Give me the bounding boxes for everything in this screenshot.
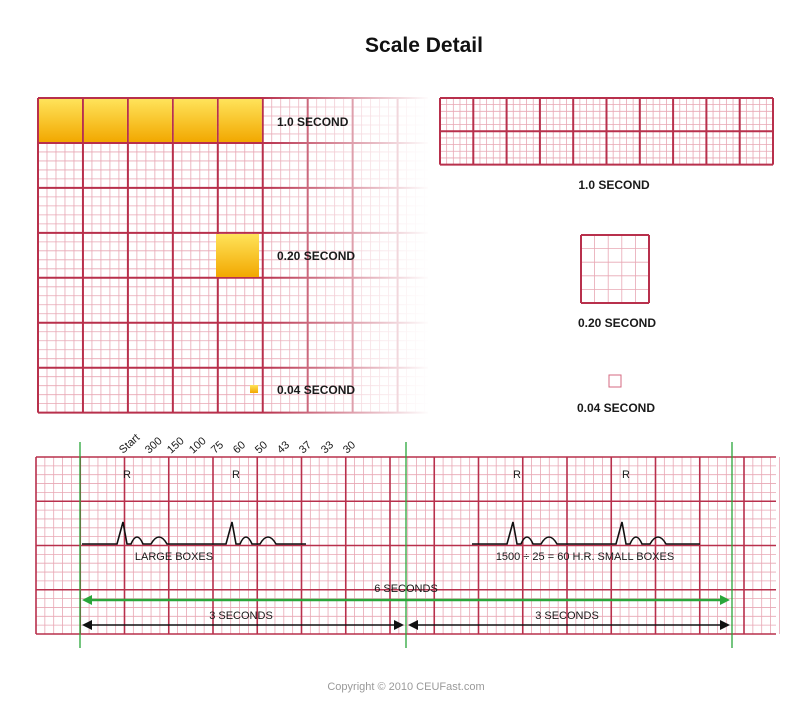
rate-label: 100 [186,435,209,457]
rate-label: 300 [142,435,165,457]
one-second-highlight-box [39,99,82,142]
three-seconds-arrow-right-head-left [408,620,418,630]
large-boxes-label: LARGE BOXES [134,551,214,563]
rate-label: 50 [252,439,271,457]
left-label-020-second: 0.20 SECOND [277,249,356,263]
rate-label: 150 [164,435,187,457]
six-seconds-label: 6 SECONDS [374,583,438,595]
six-seconds-arrow-head-right [720,595,730,605]
three-seconds-arrow-right-head-right [720,620,730,630]
six-seconds-arrow-head-left [82,595,92,605]
rate-label: 30 [340,439,359,457]
ecg-strip-grid [36,457,779,634]
rate-label: 43 [274,439,293,457]
right-label-004-second: 0.04 SECOND [576,401,656,415]
r-label-4: R [622,469,630,481]
start-label: Start [116,431,143,457]
right-large-box [581,235,649,303]
three-seconds-label-left: 3 SECONDS [209,610,273,622]
large-box-highlight [216,234,259,277]
right-one-second-major-lines [440,98,773,165]
heart-rate-labels [117,432,358,456]
right-label-020-second: 0.20 SECOND [577,316,657,330]
r-label-1: R [123,469,131,481]
right-small-box [609,375,621,387]
rate-label: 37 [296,439,315,457]
r-label-2: R [232,469,240,481]
r-label-3: R [513,469,521,481]
left-label-004-second: 0.04 SECOND [277,383,356,397]
left-label-1-second: 1.0 SECOND [277,115,349,129]
rate-label: 60 [230,439,249,457]
three-seconds-arrow-left-head-left [82,620,92,630]
right-large-box-minor-lines [581,235,649,303]
right-large-box-major-lines [581,235,649,303]
page-title: Scale Detail [365,34,483,57]
one-second-highlight-box [129,99,172,142]
right-label-1-second: 1.0 SECOND [578,178,650,192]
one-second-highlight-box [219,99,262,142]
one-second-highlight-box [174,99,217,142]
one-second-highlight-box [84,99,127,142]
small-box-highlight [250,385,258,393]
small-boxes-label: 1500 ÷ 25 = 60 H.R. SMALL BOXES [495,551,675,563]
right-one-second-grid [440,98,773,165]
rate-label: 33 [318,439,337,457]
ecg-waveform-right [472,522,700,544]
three-seconds-label-right: 3 SECONDS [535,610,599,622]
copyright-text: Copyright © 2010 CEUFast.com [327,681,485,693]
ecg-waveforms [82,522,700,544]
rate-label: 75 [208,439,227,457]
